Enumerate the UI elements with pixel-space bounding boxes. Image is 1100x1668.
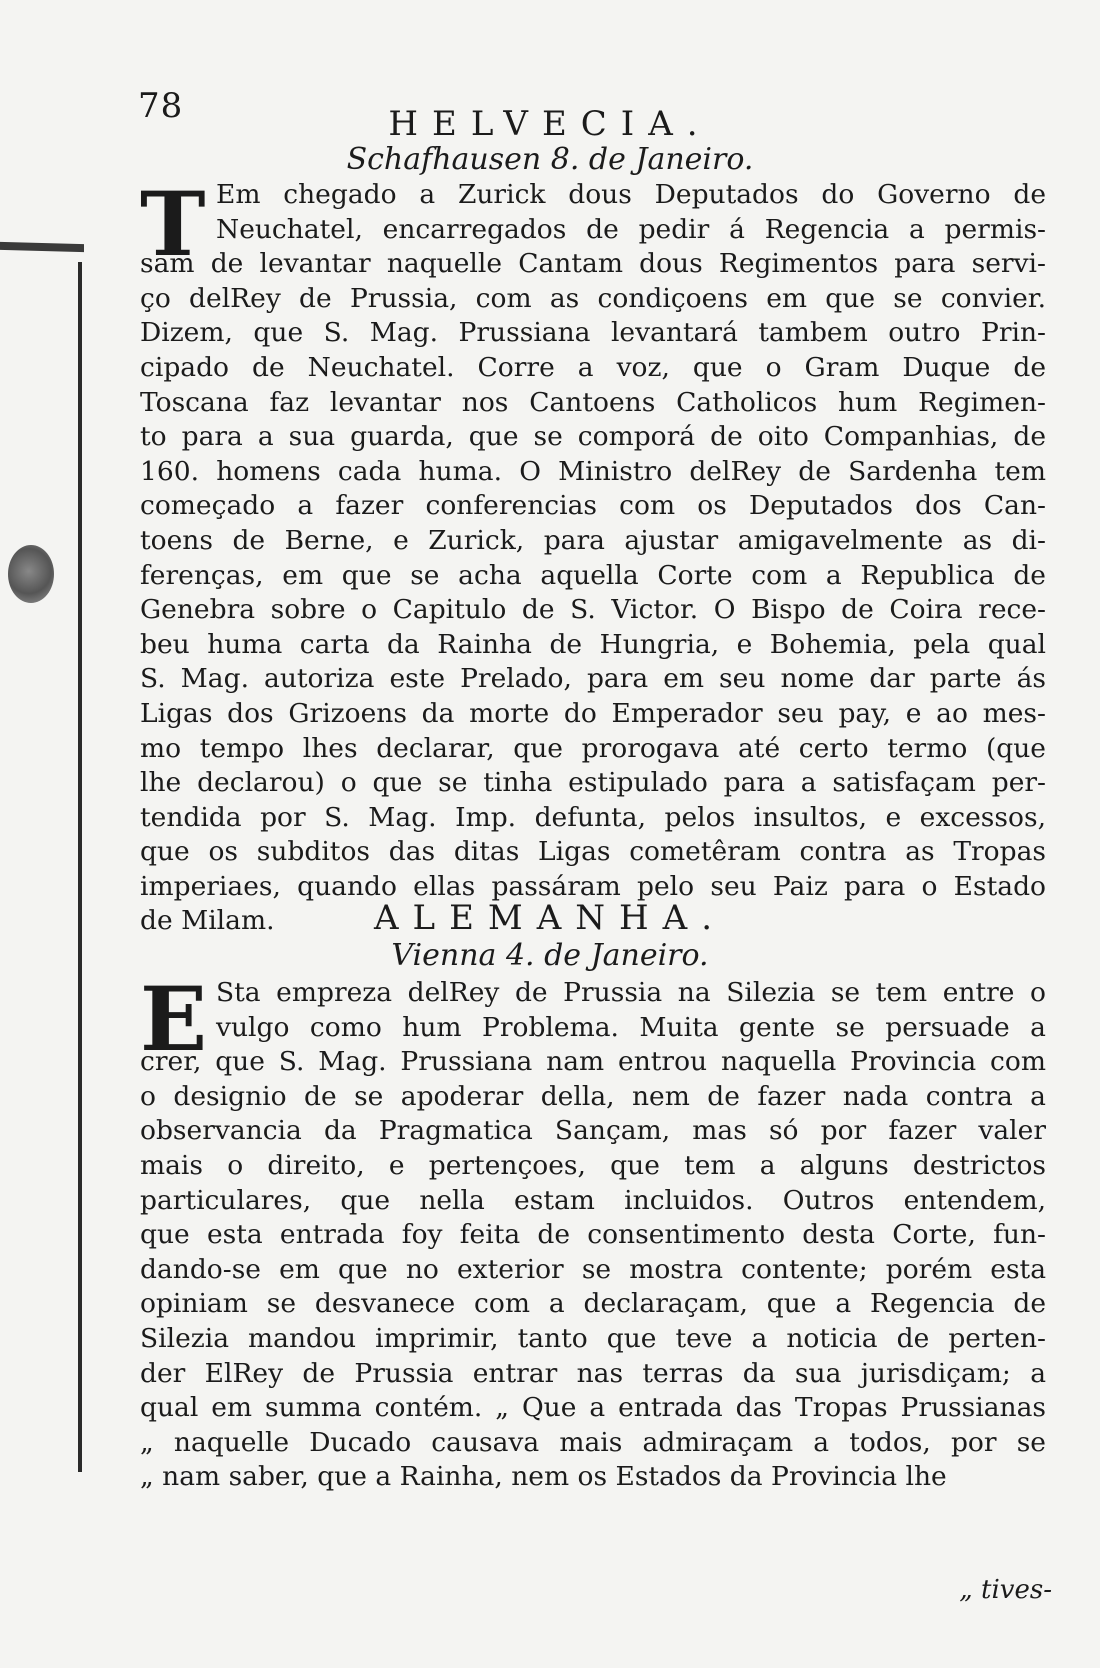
text-line: mo tempo lhes declarar, que prorogava até certo termo (que (140, 732, 1046, 764)
text-line: Silezia mandou imprimir, tanto que teve a noticia de perten- (140, 1322, 1046, 1354)
dateline-helvecia: Schafhausen 8. de Janeiro. (346, 142, 754, 177)
text-line: Sta empreza delRey de Prussia na Silezia se tem entre o (216, 977, 1046, 1008)
text-line: tendida por S. Mag. Imp. defunta, pelos insultos, e excessos, (140, 801, 1046, 833)
text-line: to para a sua guarda, que se comporá de oito Companhias, de (140, 421, 1046, 453)
text-line: começado a fazer conferencias com os Deputados dos Can- (140, 490, 1046, 522)
text-line: crer, que S. Mag. Prussiana nam entrou naquella Provincia com (140, 1046, 1046, 1078)
text-line: Ligas dos Grizoens da morte do Emperador seu pay, e ao mes- (140, 697, 1046, 729)
scan-edge-top (0, 242, 84, 252)
section-title-helvecia: HELVECIA. (388, 104, 712, 144)
text-line: sam de levantar naquelle Cantam dous Regimentos para servi- (140, 248, 1046, 280)
text-line: beu huma carta da Rainha de Hungria, e Bohemia, pela qual (140, 628, 1046, 660)
text-line: „ nam saber, que a Rainha, nem os Estados da Provincia lhe (140, 1461, 947, 1493)
dateline-alemanha: Vienna 4. de Janeiro. (391, 938, 709, 973)
text-line: ferenças, em que se acha aquella Corte com a Republica de (140, 559, 1046, 591)
section-title-alemanha: ALEMANHA. (373, 898, 727, 938)
text-line: dando-se em que no exterior se mostra contente; porém esta (140, 1253, 1046, 1285)
text-line: Toscana faz levantar nos Cantoens Catholicos hum Regimen- (140, 386, 1046, 418)
text-line: opiniam se desvanece com a declaraçam, que a Regencia de (140, 1288, 1046, 1320)
text-line: Em chegado a Zurick dous Deputados do Governo de (216, 179, 1046, 210)
text-line: ço delRey de Prussia, com as condiçoens em que se convier. (140, 282, 1046, 314)
catchword: „ tives- (959, 1575, 1052, 1605)
text-line: que esta entrada foy feita de consentimento desta Corte, fun- (140, 1219, 1046, 1251)
text-line: toens de Berne, e Zurick, para ajustar amigavelmente as di- (140, 524, 1046, 556)
text-line: de Milam. (140, 905, 275, 937)
article-helvecia (140, 172, 1046, 939)
page-number: 78 (138, 86, 184, 126)
text-line: Genebra sobre o Capitulo de S. Victor. O Bispo de Coira rece- (140, 594, 1046, 626)
text-line: lhe declarou) o que se tinha estipulado para a satisfaçam per- (140, 767, 1046, 799)
scan-hole (8, 545, 54, 603)
text-line: „ naquelle Ducado causava mais admiraçam a todos, por se (140, 1426, 1046, 1458)
text-line: der ElRey de Prussia entrar nas terras da sua jurisdiçam; a (140, 1357, 1046, 1389)
text-line: Neuchatel, encarregados de pedir á Regencia a permis- (216, 213, 1046, 245)
drop-cap-helvecia: T (140, 172, 206, 276)
text-line: cipado de Neuchatel. Corre a voz, que o Gram Duque de (140, 351, 1046, 383)
text-line: imperiaes, quando ellas passáram pelo seu Paiz para o Estado (140, 870, 1046, 902)
text-line: o designio de se apoderar della, nem de fazer nada contra a (140, 1080, 1046, 1112)
text-line: observancia da Pragmatica Sançam, mas só por fazer valer (140, 1115, 1046, 1147)
text-line: vulgo como hum Problema. Muita gente se persuade a (216, 1011, 1046, 1043)
text-line: 160. homens cada huma. O Ministro delRey de Sardenha tem (140, 455, 1046, 487)
drop-cap-alemanha: E (140, 967, 208, 1071)
text-line: particulares, que nella estam incluidos. Outros entendem, (140, 1184, 1046, 1216)
text-line: qual em summa contém. „ Que a entrada das Tropas Prussianas (140, 1392, 1046, 1424)
scan-edge-line (78, 262, 82, 1472)
text-line: Dizem, que S. Mag. Prussiana levantará tambem outro Prin- (140, 317, 1046, 349)
article-alemanha (140, 967, 1046, 1495)
text-line: mais o direito, e pertençoes, que tem a alguns destrictos (140, 1149, 1046, 1181)
text-line: S. Mag. autoriza este Prelado, para em seu nome dar parte ás (140, 663, 1046, 695)
text-line: que os subditos das ditas Ligas cometêram contra as Tropas (140, 836, 1046, 868)
